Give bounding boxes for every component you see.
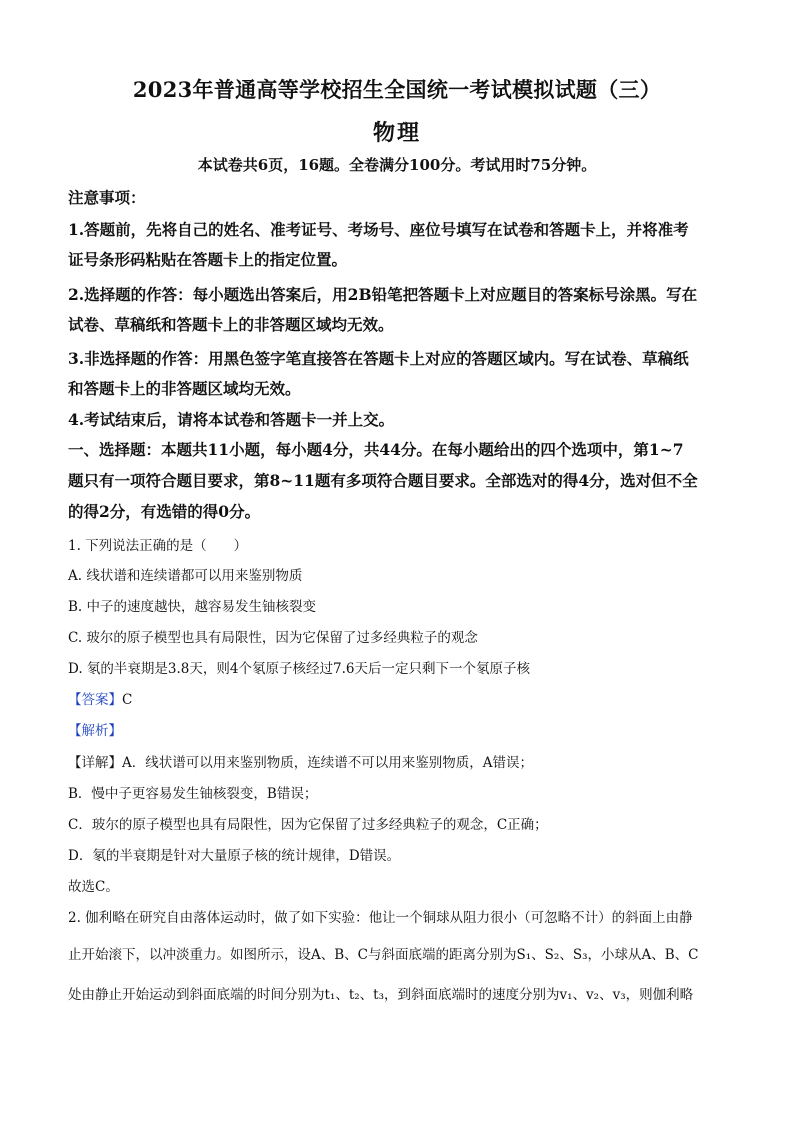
q1-detail-2: B．慢中子更容易发生铀核裂变，B错误； (68, 786, 318, 802)
q1-option-d: D. 氡的半衰期是3.8天，则4个氡原子核经过7.6天后一定只剩下一个氡原子核 (68, 661, 530, 677)
section1-line-1: 一、选择题：本题共11小题，每小题4分，共44分。在每小题给出的四个选项中，第1~7 (68, 440, 684, 459)
notes-line-3: 2.选择题的作答：每小题选出答案后，用2B铅笔把答题卡上对应题目的答案标号涂黑。写在 (68, 285, 698, 304)
q1-option-a: A. 线状谱和连续谱都可以用来鉴别物质 (68, 568, 303, 584)
notes-line-6: 和答题卡上的非答题区域均无效。 (68, 379, 301, 398)
notes-heading: 注意事项： (68, 188, 146, 207)
q1-answer (68, 688, 132, 708)
q1-detail-4: D．氡的半衰期是针对大量原子核的统计规律，D错误。 (68, 848, 401, 864)
subject-title: 物理 (372, 120, 421, 146)
q1-conclusion: 故选C。 (68, 879, 119, 895)
section1-line-3: 的得2分，有选错的得0分。 (68, 502, 261, 521)
q1-stem: 1. 下列说法正确的是（ ） (68, 538, 248, 554)
notes-line-5: 3.非选择题的作答：用黑色签字笔直接答在答题卡上对应的答题区域内。写在试卷、草稿纸 (68, 349, 689, 368)
q2-line-3: 处由静止开始运动到斜面底端的时间分别为t₁、t₂、t₃，到斜面底端时的速度分别为v₁、v₂、v₃，则伽利略 (68, 987, 694, 1003)
analysis-tag: 【解析】 (68, 723, 122, 739)
q1-option-b: B. 中子的速度越快，越容易发生铀核裂变 (68, 599, 317, 615)
q2-line-1: 2. 伽利略在研究自由落体运动时，做了如下实验：他让一个铜球从阻力很小（可忽略不计）的斜面上由静 (68, 910, 693, 926)
exam-info: 本试卷共6页，16题。全卷满分100分。考试用时75分钟。 (197, 156, 597, 174)
q2-line-2: 止开始滚下，以冲淡重力。如图所示，设A、B、C与斜面底端的距离分别为S₁、S₂、S₃，小球从A、B、C (68, 947, 699, 963)
notes-line-2: 证号条形码粘贴在答题卡上的指定位置。 (68, 250, 348, 269)
detail-text-1: A．线状谱可以用来鉴别物质，连续谱不可以用来鉴别物质，A错误； (122, 755, 533, 771)
notes-line-1: 1.答题前，先将自己的姓名、准考证号、考场号、座位号填写在试卷和答题卡上，并将准考 (68, 220, 689, 239)
exam-title: 2023年普通高等学校招生全国统一考试模拟试题（三） (132, 77, 662, 102)
answer-value: C (122, 692, 133, 708)
q1-detail-3: C．玻尔的原子模型也具有局限性，因为它保留了过多经典粒子的观念，C正确； (68, 817, 548, 833)
notes-line-7: 4.考试结束后，请将本试卷和答题卡一并上交。 (68, 410, 395, 429)
detail-tag: 【详解】 (68, 755, 122, 771)
section1-line-2: 题只有一项符合题目要求，第8~11题有多项符合题目要求。全部选对的得4分，选对但不全 (68, 471, 698, 490)
q1-option-c: C. 玻尔的原子模型也具有局限性，因为它保留了过多经典粒子的观念 (68, 630, 478, 646)
answer-tag: 【答案】 (68, 692, 122, 708)
q1-detail-1 (68, 751, 533, 771)
notes-line-4: 试卷、草稿纸和答题卡上的非答题区域均无效。 (68, 315, 394, 334)
